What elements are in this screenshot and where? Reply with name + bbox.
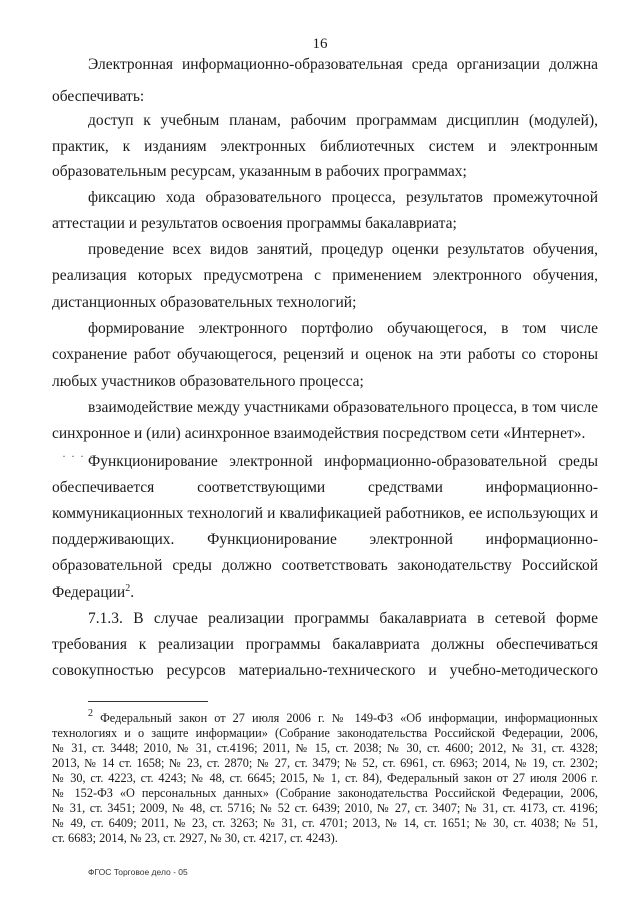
body-line: образовательным ресурсам, указанным в рабочих программах; bbox=[52, 163, 467, 180]
footnote-line: Федеральный закон от 27 июля 2006 г. № 149-ФЗ «Об информации, информационных bbox=[100, 711, 598, 725]
footnote-line: № 31, ст. 3451; 2009, № 48, ст. 5716; № 52 ст. 6439; 2010, № 27, ст. 3407; № 31, ст. 4173, ст. 4196; bbox=[52, 801, 598, 815]
body-line: обеспечивается соответствующими средствами информационно- bbox=[52, 479, 598, 496]
body-line: доступ к учебным планам, рабочим программам дисциплин (модулей), bbox=[88, 112, 598, 129]
footnote-number: 2 bbox=[88, 708, 93, 719]
body-line: взаимодействие между участниками образовательного процесса, в том числе bbox=[88, 399, 598, 416]
footnote-line: технологиях и о защите информации» (Собрание законодательства Российской Федерации, 2006, bbox=[52, 726, 598, 740]
footnote-separator bbox=[88, 701, 208, 702]
body-line: практик, к изданиям электронных библиотечных систем и электронным bbox=[52, 138, 598, 155]
body-line: дистанционных образовательных технологий; bbox=[52, 294, 357, 311]
footnote-first-line bbox=[88, 708, 598, 726]
body-line: поддерживающих. Функционирование электронной информационно- bbox=[52, 531, 598, 548]
body-line: сохранение работ обучающегося, рецензий и оценок на эти работы со стороны bbox=[52, 346, 598, 363]
footnote-line: ст. 6683; 2014, № 23, ст. 2927, № 30, ст. 4217, ст. 4243). bbox=[52, 831, 338, 845]
body-line: реализация которых предусмотрена с применением электронного обучения, bbox=[52, 267, 598, 284]
body-line: синхронное и (или) асинхронное взаимодействия посредством сети «Интернет». bbox=[52, 425, 586, 442]
page-footer: ФГОС Торговое дело - 05 bbox=[88, 867, 188, 877]
footnote-reference[interactable]: 2 bbox=[125, 583, 131, 594]
body-line: любых участников образовательного процесса; bbox=[52, 373, 364, 390]
period: . bbox=[130, 584, 135, 601]
body-line: образовательной среды должно соответствовать законодательству Российской bbox=[52, 557, 598, 574]
body-line: обеспечивать: bbox=[52, 88, 145, 105]
body-line: совокупностью ресурсов материально-технического и учебно-методического bbox=[52, 662, 598, 679]
body-line: Электронная информационно-образовательная среда организации должна bbox=[88, 56, 598, 73]
body-line-with-footnote bbox=[52, 583, 134, 603]
body-line: Функционирование электронной информационно-образовательной среды bbox=[88, 453, 598, 470]
margin-mark: · · · · bbox=[62, 449, 94, 463]
footnote-line: № 30, ст. 4223, ст. 4243; № 48, ст. 6645; 2015, № 1, ст. 84), Федеральный закон от 27 июля 2006 г. bbox=[52, 771, 598, 785]
body-line: аттестации и результатов освоения программы бакалавриата; bbox=[52, 215, 457, 232]
footnote-line: № 152-ФЗ «О персональных данных» (Собрание законодательства Российской Федерации, 2006, bbox=[52, 786, 598, 800]
body-line: проведение всех видов занятий, процедур оценки результатов обучения, bbox=[88, 241, 598, 258]
footnote-line: № 31, ст. 3448; 2010, № 31, ст.4196; 2011, № 15, ст. 2038; № 30, ст. 4600; 2012, № 31, ст. 4328; bbox=[52, 741, 598, 755]
body-line: коммуникационных технологий и квалификацией работников, ее использующих и bbox=[52, 505, 598, 522]
footnote-line: № 49, ст. 6409; 2011, № 23, ст. 3263; № 31, ст. 4701; 2013, № 14, ст. 1651; № 30, ст. 4038; № 51, bbox=[52, 816, 598, 830]
body-line: требования к реализации программы бакалавриата должны обеспечиваться bbox=[52, 636, 598, 653]
body-line: фиксацию хода образовательного процесса, результатов промежуточной bbox=[88, 189, 598, 206]
body-line: 7.1.3. В случае реализации программы бакалавриата в сетевой форме bbox=[88, 610, 598, 627]
page-number: 16 bbox=[312, 36, 328, 52]
body-line: формирование электронного портфолио обучающегося, в том числе bbox=[88, 320, 598, 337]
footnote-line: 2013, № 14 ст. 1658; № 23, ст. 2870; № 27, ст. 3479; № 52, ст. 6961, ст. 6963; 2014, № 19, ст. 2302; bbox=[52, 756, 598, 770]
body-line-text: Федерации bbox=[52, 584, 126, 601]
